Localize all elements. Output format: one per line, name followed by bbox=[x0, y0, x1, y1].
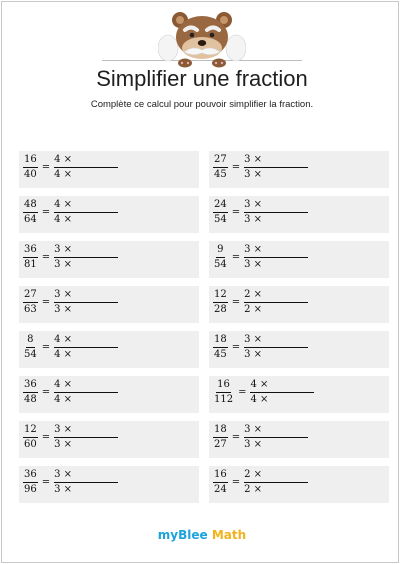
answer-fraction bbox=[244, 424, 308, 451]
exercise-card bbox=[209, 151, 389, 188]
fraction-numerator: 36 bbox=[23, 244, 38, 258]
answer-numerator-blank[interactable]: 4 × bbox=[54, 199, 118, 213]
given-fraction bbox=[23, 469, 38, 496]
fraction-equation bbox=[23, 334, 118, 361]
fraction-equation bbox=[23, 379, 118, 406]
fraction-denominator: 40 bbox=[24, 169, 37, 180]
answer-denominator-blank[interactable]: 3 × bbox=[244, 214, 263, 225]
answer-numerator-blank[interactable]: 3 × bbox=[54, 469, 118, 483]
answer-denominator-blank[interactable]: 4 × bbox=[54, 394, 73, 405]
fraction-equation bbox=[213, 379, 314, 406]
fraction-equation bbox=[213, 424, 308, 451]
fraction-numerator: 16 bbox=[213, 469, 228, 483]
equals-sign: = bbox=[41, 387, 51, 398]
answer-denominator-blank[interactable]: 3 × bbox=[54, 259, 73, 270]
given-fraction bbox=[23, 379, 38, 406]
equals-sign: = bbox=[231, 432, 241, 443]
fraction-denominator: 24 bbox=[214, 484, 227, 495]
fraction-numerator: 8 bbox=[26, 334, 34, 348]
answer-numerator-blank[interactable]: 2 × bbox=[244, 289, 308, 303]
answer-numerator-blank[interactable]: 3 × bbox=[244, 244, 308, 258]
answer-numerator-blank[interactable]: 3 × bbox=[244, 154, 308, 168]
given-fraction bbox=[213, 469, 228, 496]
logo-part-math: Math bbox=[211, 528, 247, 542]
answer-fraction bbox=[244, 334, 308, 361]
exercise-card bbox=[19, 151, 199, 188]
given-fraction bbox=[23, 424, 38, 451]
fraction-numerator: 9 bbox=[216, 244, 224, 258]
fraction-denominator: 48 bbox=[24, 394, 37, 405]
fraction-denominator: 27 bbox=[214, 439, 227, 450]
answer-denominator-blank[interactable]: 4 × bbox=[250, 394, 269, 405]
given-fraction bbox=[23, 334, 38, 361]
answer-denominator-blank[interactable]: 4 × bbox=[54, 214, 73, 225]
fraction-numerator: 36 bbox=[23, 379, 38, 393]
fraction-equation bbox=[213, 199, 308, 226]
fraction-denominator: 60 bbox=[24, 439, 37, 450]
fraction-equation bbox=[23, 469, 118, 496]
exercise-card bbox=[19, 241, 199, 278]
equals-sign: = bbox=[231, 297, 241, 308]
exercise-card bbox=[19, 286, 199, 323]
given-fraction bbox=[23, 289, 38, 316]
given-fraction bbox=[213, 199, 228, 226]
page-title: Simplifier une fraction bbox=[96, 66, 308, 91]
equals-sign: = bbox=[231, 342, 241, 353]
answer-numerator-blank[interactable]: 3 × bbox=[54, 289, 118, 303]
equals-sign: = bbox=[238, 387, 247, 398]
fraction-numerator: 27 bbox=[23, 289, 38, 303]
fraction-equation bbox=[213, 244, 308, 271]
answer-denominator-blank[interactable]: 4 × bbox=[54, 349, 73, 360]
fraction-numerator: 36 bbox=[23, 469, 38, 483]
exercise-card bbox=[19, 466, 199, 503]
fraction-numerator: 18 bbox=[213, 334, 228, 348]
answer-denominator-blank[interactable]: 3 × bbox=[244, 169, 263, 180]
fraction-equation bbox=[213, 154, 308, 181]
answer-numerator-blank[interactable]: 4 × bbox=[54, 154, 118, 168]
answer-denominator-blank[interactable]: 3 × bbox=[54, 439, 73, 450]
worksheet-page bbox=[1, 1, 399, 563]
given-fraction bbox=[23, 244, 38, 271]
fraction-denominator: 63 bbox=[24, 304, 37, 315]
answer-fraction bbox=[244, 289, 308, 316]
equals-sign: = bbox=[41, 297, 51, 308]
equals-sign: = bbox=[231, 162, 241, 173]
answer-denominator-blank[interactable]: 2 × bbox=[244, 484, 263, 495]
equals-sign: = bbox=[41, 342, 51, 353]
answer-denominator-blank[interactable]: 3 × bbox=[244, 349, 263, 360]
given-fraction bbox=[213, 379, 234, 406]
answer-numerator-blank[interactable]: 2 × bbox=[244, 469, 308, 483]
answer-fraction bbox=[244, 154, 308, 181]
answer-numerator-blank[interactable]: 3 × bbox=[54, 424, 118, 438]
exercise-card bbox=[209, 286, 389, 323]
fraction-equation bbox=[23, 289, 118, 316]
exercise-card bbox=[19, 331, 199, 368]
given-fraction bbox=[213, 244, 228, 271]
answer-fraction bbox=[244, 469, 308, 496]
fraction-denominator: 54 bbox=[24, 349, 37, 360]
answer-numerator-blank[interactable]: 3 × bbox=[244, 424, 308, 438]
answer-fraction bbox=[54, 244, 118, 271]
answer-fraction bbox=[54, 199, 118, 226]
answer-fraction bbox=[54, 379, 118, 406]
answer-denominator-blank[interactable]: 2 × bbox=[244, 304, 263, 315]
fraction-denominator: 54 bbox=[214, 259, 227, 270]
given-fraction bbox=[213, 289, 228, 316]
given-fraction bbox=[213, 334, 228, 361]
answer-denominator-blank[interactable]: 4 × bbox=[54, 169, 73, 180]
logo-part-myblee: myBlee bbox=[157, 528, 208, 542]
equals-sign: = bbox=[231, 207, 241, 218]
equals-sign: = bbox=[231, 477, 241, 488]
fraction-numerator: 12 bbox=[213, 289, 228, 303]
exercise-card bbox=[209, 421, 389, 458]
given-fraction bbox=[213, 424, 228, 451]
answer-numerator-blank[interactable]: 3 × bbox=[244, 199, 308, 213]
fraction-numerator: 48 bbox=[23, 199, 38, 213]
answer-denominator-blank[interactable]: 3 × bbox=[54, 484, 73, 495]
bear-mascot-icon bbox=[158, 10, 246, 68]
fraction-denominator: 28 bbox=[214, 304, 227, 315]
exercise-card bbox=[209, 331, 389, 368]
fraction-equation bbox=[23, 424, 118, 451]
answer-fraction bbox=[244, 199, 308, 226]
answer-denominator-blank[interactable]: 3 × bbox=[54, 304, 73, 315]
exercise-card bbox=[19, 376, 199, 413]
exercise-card bbox=[209, 196, 389, 233]
answer-numerator-blank[interactable]: 3 × bbox=[54, 244, 118, 258]
answer-fraction bbox=[54, 334, 118, 361]
equals-sign: = bbox=[41, 432, 51, 443]
equals-sign: = bbox=[41, 252, 51, 263]
fraction-denominator: 64 bbox=[24, 214, 37, 225]
fraction-equation bbox=[23, 199, 118, 226]
exercise-card bbox=[209, 376, 389, 413]
answer-denominator-blank[interactable]: 3 × bbox=[244, 439, 263, 450]
fraction-numerator: 24 bbox=[213, 199, 228, 213]
equals-sign: = bbox=[231, 252, 241, 263]
fraction-denominator: 45 bbox=[214, 169, 227, 180]
exercise-card bbox=[209, 241, 389, 278]
answer-numerator-blank[interactable]: 3 × bbox=[244, 334, 308, 348]
fraction-equation bbox=[23, 244, 118, 271]
fraction-numerator: 18 bbox=[213, 424, 228, 438]
exercise-card bbox=[19, 196, 199, 233]
answer-fraction bbox=[54, 154, 118, 181]
answer-denominator-blank[interactable]: 3 × bbox=[244, 259, 263, 270]
exercise-card bbox=[19, 421, 199, 458]
given-fraction bbox=[23, 154, 38, 181]
answer-numerator-blank[interactable]: 4 × bbox=[250, 379, 314, 393]
given-fraction bbox=[213, 154, 228, 181]
fraction-denominator: 81 bbox=[24, 259, 37, 270]
answer-fraction bbox=[54, 469, 118, 496]
equals-sign: = bbox=[41, 477, 51, 488]
equals-sign: = bbox=[41, 207, 51, 218]
fraction-numerator: 12 bbox=[23, 424, 38, 438]
exercise-card bbox=[209, 466, 389, 503]
fraction-denominator: 96 bbox=[24, 484, 37, 495]
fraction-equation bbox=[213, 289, 308, 316]
fraction-numerator: 16 bbox=[216, 379, 231, 393]
equals-sign: = bbox=[41, 162, 51, 173]
fraction-numerator: 27 bbox=[213, 154, 228, 168]
answer-fraction bbox=[54, 424, 118, 451]
fraction-denominator: 112 bbox=[214, 394, 234, 405]
fraction-numerator: 16 bbox=[23, 154, 38, 168]
fraction-equation bbox=[23, 154, 118, 181]
fraction-denominator: 54 bbox=[214, 214, 227, 225]
answer-numerator-blank[interactable]: 4 × bbox=[54, 334, 118, 348]
given-fraction bbox=[23, 199, 38, 226]
instructions-text: Complète ce calcul pour pouvoir simplifier la fraction. bbox=[90, 99, 314, 110]
answer-fraction bbox=[250, 379, 314, 406]
fraction-equation bbox=[213, 334, 308, 361]
answer-fraction bbox=[54, 289, 118, 316]
fraction-equation bbox=[213, 469, 308, 496]
fraction-denominator: 45 bbox=[214, 349, 227, 360]
answer-fraction bbox=[244, 244, 308, 271]
answer-numerator-blank[interactable]: 4 × bbox=[54, 379, 118, 393]
brand-logo bbox=[2, 528, 399, 542]
